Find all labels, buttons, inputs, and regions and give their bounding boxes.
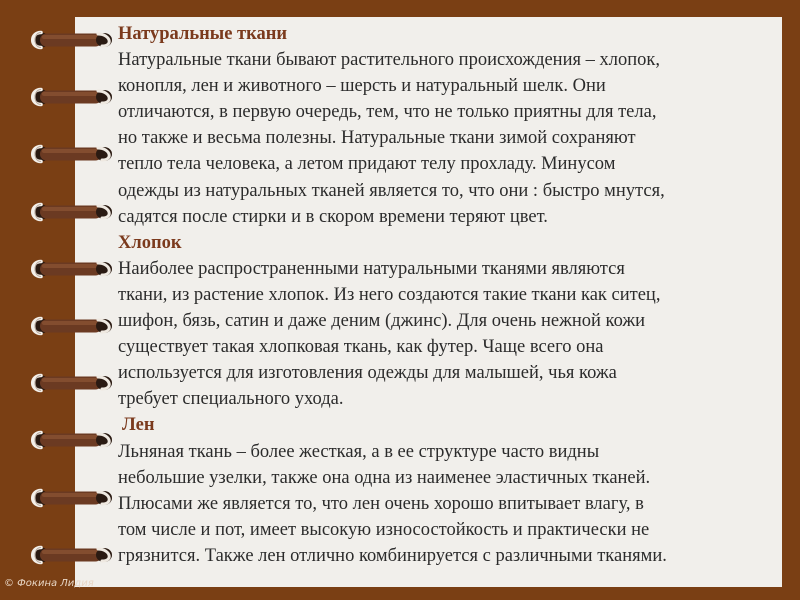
section-line: тепло тела человека, а летом придают телу прохладу. Минусом <box>118 154 616 175</box>
binder-ring-icon <box>28 199 116 225</box>
binder-rings <box>0 0 120 600</box>
section-heading-natural: Натуральные ткани <box>118 24 288 44</box>
section-line: одежды из натуральных тканей является то, что они : быстро мнутся, <box>118 180 665 201</box>
section-line: Льняная ткань – более жесткая, а в ее структуре часто видны <box>118 441 600 462</box>
section-line: но также и весьма полезны. Натуральные ткани зимой сохраняют <box>118 128 636 149</box>
binder-ring-icon <box>28 313 116 339</box>
binder-ring-icon <box>28 27 116 53</box>
article-text <box>118 21 783 569</box>
binder-ring-icon <box>28 84 116 110</box>
section-line: Плюсами же является то, что лен очень хорошо впитывает влагу, в <box>118 493 644 514</box>
section-line: отличаются, в первую очередь, тем, что не только приятны для тела, <box>118 102 657 123</box>
author-watermark: © Фокина Лидия <box>4 578 94 589</box>
section-heading-cotton: Хлопок <box>118 232 182 253</box>
section-line: Натуральные ткани бывают растительного происхождения – хлопок, <box>118 50 660 71</box>
binder-ring-icon <box>28 427 116 453</box>
section-line: шифон, бязь, сатин и даже деним (джинс). Для очень нежной кожи <box>118 311 646 332</box>
section-line: требует специального ухода. <box>118 389 344 410</box>
section-line: небольшие узелки, также она одна из наименее эластичных тканей. <box>118 467 651 488</box>
binder-ring-icon <box>28 542 116 568</box>
section-line: садятся после стирки и в скором времени теряют цвет. <box>118 206 548 227</box>
section-heading-linen: Лен <box>122 415 155 436</box>
binder-ring-icon <box>28 370 116 396</box>
binder-ring-icon <box>28 485 116 511</box>
section-line: конопля, лен и животного – шерсть и натуральный шелк. Они <box>118 76 606 97</box>
section-line: том числе и пот, имеет высокую износостойкость и практически не <box>118 519 650 540</box>
section-line: существует такая хлопковая ткань, как футер. Чаще всего она <box>118 337 604 358</box>
section-line: Наиболее распространенными натуральными тканями являются <box>118 258 625 279</box>
section-line: грязнится. Также лен отлично комбинируется с различными тканями. <box>118 545 667 566</box>
binder-ring-icon <box>28 256 116 282</box>
section-line: используется для изготовления одежды для малышей, чья кожа <box>118 363 617 384</box>
section-line: ткани, из растение хлопок. Из него создаются такие ткани как ситец, <box>118 284 661 305</box>
binder-ring-icon <box>28 141 116 167</box>
